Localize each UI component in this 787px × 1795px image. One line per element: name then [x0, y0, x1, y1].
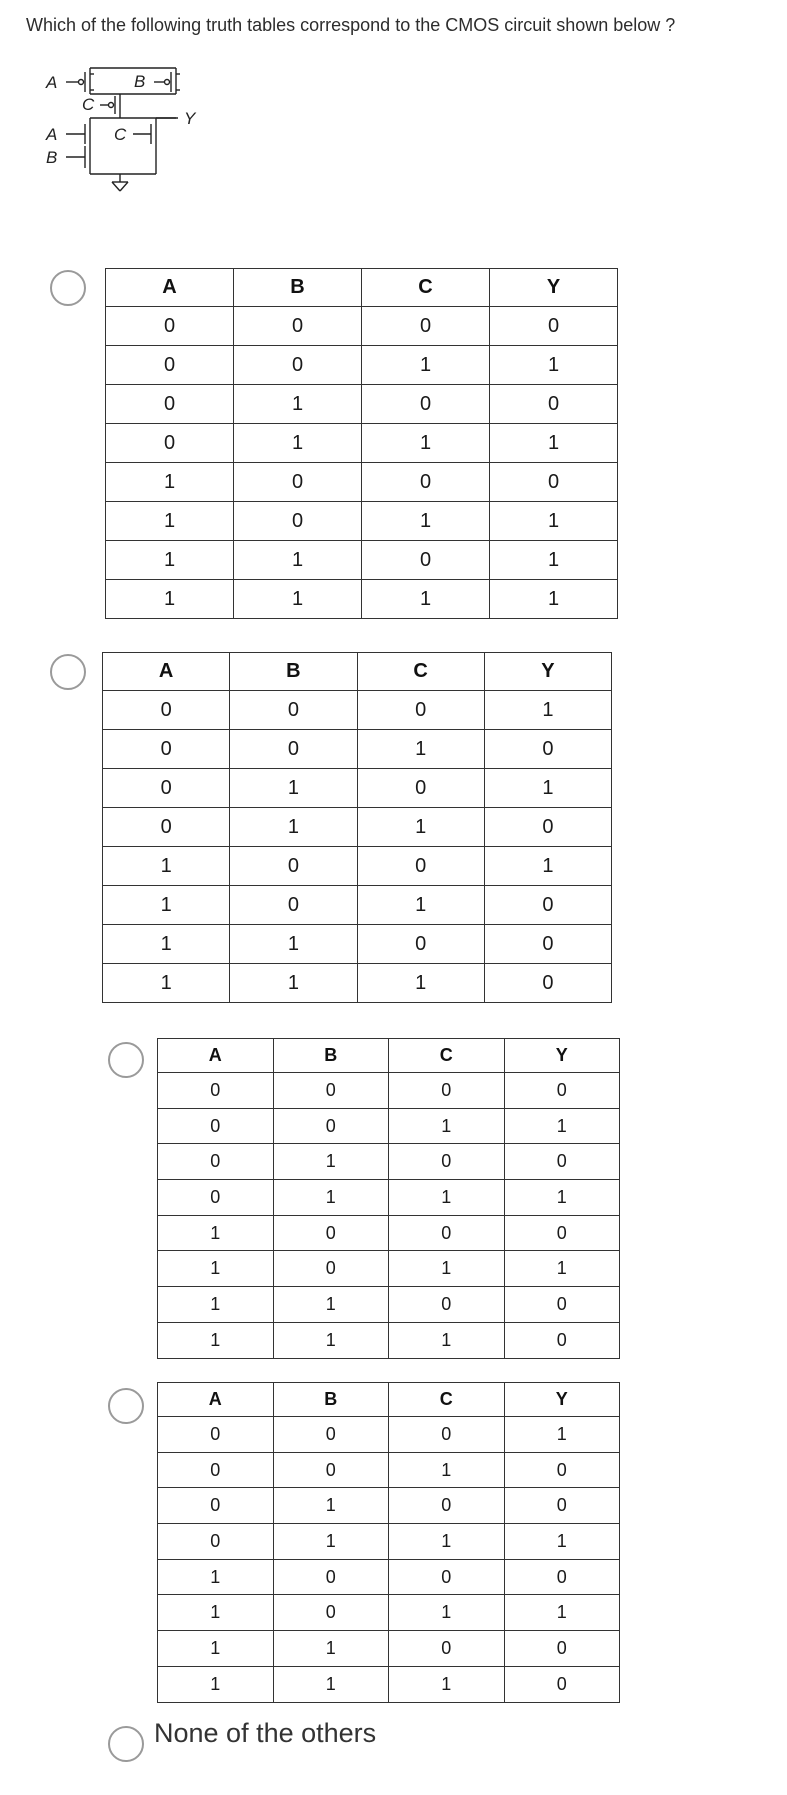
column-header-c: C: [362, 269, 490, 307]
cell-y: 0: [490, 385, 618, 424]
option-3-truth-table: [157, 1038, 620, 1359]
table-row: [158, 1524, 620, 1560]
cell-b: 1: [230, 808, 357, 847]
table-row: [158, 1452, 620, 1488]
table-row: [158, 1417, 620, 1453]
cell-b: 0: [234, 502, 362, 541]
cell-a: 1: [103, 886, 230, 925]
column-header-b: B: [234, 269, 362, 307]
cell-a: 1: [158, 1215, 274, 1251]
label-a-pmos: A: [46, 73, 58, 92]
table-row: [103, 925, 612, 964]
cell-c: 1: [389, 1452, 505, 1488]
option-2-truth-table: [102, 652, 612, 1003]
cell-a: 0: [158, 1180, 274, 1216]
cell-c: 1: [362, 424, 490, 463]
cell-c: 0: [389, 1559, 505, 1595]
table-row: [106, 307, 618, 346]
cell-b: 0: [234, 346, 362, 385]
option-1-radio[interactable]: [50, 270, 86, 306]
table-header-row: [158, 1383, 620, 1417]
option-4-radio[interactable]: [108, 1388, 144, 1424]
label-a-nmos: A: [46, 125, 58, 144]
cell-b: 0: [273, 1417, 389, 1453]
cell-a: 1: [103, 847, 230, 886]
cell-y: 0: [484, 886, 611, 925]
cell-b: 0: [273, 1215, 389, 1251]
cell-b: 1: [273, 1144, 389, 1180]
cmos-circuit-diagram: [38, 62, 228, 222]
cell-a: 0: [103, 808, 230, 847]
cell-y: 1: [490, 346, 618, 385]
label-b-pmos: B: [134, 72, 146, 91]
cell-y: 1: [490, 502, 618, 541]
cell-a: 0: [106, 385, 234, 424]
cell-a: 0: [106, 424, 234, 463]
table-row: [103, 730, 612, 769]
table-row: [103, 886, 612, 925]
table-row: [158, 1287, 620, 1323]
table-header-row: [103, 653, 612, 691]
cell-y: 0: [484, 730, 611, 769]
cell-y: 1: [490, 580, 618, 619]
cell-a: 1: [103, 964, 230, 1003]
cell-c: 0: [389, 1631, 505, 1667]
cell-b: 1: [273, 1322, 389, 1358]
cell-b: 0: [234, 463, 362, 502]
cell-y: 1: [504, 1595, 620, 1631]
table-row: [106, 424, 618, 463]
cell-c: 1: [357, 964, 484, 1003]
cell-c: 1: [389, 1251, 505, 1287]
table-row: [158, 1215, 620, 1251]
column-header-a: A: [106, 269, 234, 307]
cell-c: 1: [362, 346, 490, 385]
cell-b: 1: [234, 541, 362, 580]
label-c-pmos: C: [82, 95, 95, 114]
column-header-y: Y: [490, 269, 618, 307]
table-header-row: [158, 1039, 620, 1073]
cell-c: 1: [389, 1108, 505, 1144]
cell-c: 0: [389, 1417, 505, 1453]
cell-y: 1: [490, 424, 618, 463]
cell-y: 0: [484, 964, 611, 1003]
cell-y: 0: [504, 1559, 620, 1595]
option-1-truth-table: [105, 268, 618, 619]
cell-b: 1: [234, 385, 362, 424]
cell-y: 1: [490, 541, 618, 580]
cell-b: 1: [273, 1666, 389, 1702]
table-row: [158, 1488, 620, 1524]
cell-a: 1: [158, 1287, 274, 1323]
cell-b: 0: [230, 730, 357, 769]
cell-y: 1: [484, 847, 611, 886]
cell-a: 1: [158, 1595, 274, 1631]
cell-y: 0: [504, 1666, 620, 1702]
table-header-row: [106, 269, 618, 307]
cell-b: 1: [230, 964, 357, 1003]
cell-a: 0: [103, 691, 230, 730]
cell-c: 0: [389, 1287, 505, 1323]
table-row: [158, 1559, 620, 1595]
cell-b: 1: [273, 1488, 389, 1524]
cell-y: 0: [484, 925, 611, 964]
cell-c: 1: [389, 1180, 505, 1216]
cell-a: 1: [158, 1322, 274, 1358]
column-header-b: B: [230, 653, 357, 691]
column-header-y: Y: [504, 1383, 620, 1417]
cell-y: 1: [504, 1180, 620, 1216]
cell-a: 0: [158, 1417, 274, 1453]
cell-c: 1: [389, 1524, 505, 1560]
cell-a: 1: [106, 580, 234, 619]
cell-y: 0: [504, 1144, 620, 1180]
cell-b: 0: [273, 1452, 389, 1488]
table-row: [158, 1144, 620, 1180]
cell-c: 0: [362, 463, 490, 502]
cell-a: 1: [103, 925, 230, 964]
cell-y: 0: [504, 1073, 620, 1109]
cell-y: 0: [490, 307, 618, 346]
cell-a: 1: [106, 502, 234, 541]
cell-c: 1: [357, 808, 484, 847]
cell-c: 0: [389, 1073, 505, 1109]
table-row: [106, 463, 618, 502]
cell-b: 0: [230, 847, 357, 886]
label-c-nmos: C: [114, 125, 127, 144]
cell-c: 0: [357, 691, 484, 730]
cell-a: 0: [158, 1073, 274, 1109]
cell-y: 0: [504, 1452, 620, 1488]
cell-a: 0: [158, 1488, 274, 1524]
option-2-radio[interactable]: [50, 654, 86, 690]
cell-b: 1: [273, 1524, 389, 1560]
cell-c: 0: [389, 1144, 505, 1180]
option-none-label: None of the others: [154, 1718, 377, 1748]
table-row: [158, 1073, 620, 1109]
table-row: [103, 964, 612, 1003]
cell-c: 0: [357, 769, 484, 808]
cell-y: 0: [504, 1631, 620, 1667]
cell-c: 1: [389, 1322, 505, 1358]
table-row: [158, 1595, 620, 1631]
table-row: [103, 769, 612, 808]
table-row: [106, 541, 618, 580]
table-row: [158, 1251, 620, 1287]
table-row: [158, 1666, 620, 1702]
column-header-y: Y: [504, 1039, 620, 1073]
table-row: [106, 385, 618, 424]
cell-b: 0: [230, 886, 357, 925]
column-header-c: C: [389, 1383, 505, 1417]
question-text: Which of the following truth tables correspond to the CMOS circuit shown below ?: [26, 15, 676, 35]
cell-a: 0: [158, 1144, 274, 1180]
column-header-b: B: [273, 1039, 389, 1073]
cell-a: 1: [158, 1559, 274, 1595]
cell-y: 1: [484, 691, 611, 730]
cell-y: 0: [504, 1322, 620, 1358]
cell-a: 1: [158, 1631, 274, 1667]
column-header-a: A: [103, 653, 230, 691]
cell-c: 0: [362, 307, 490, 346]
cell-a: 1: [158, 1666, 274, 1702]
table-row: [158, 1180, 620, 1216]
cell-c: 0: [357, 925, 484, 964]
cell-a: 1: [106, 463, 234, 502]
cell-c: 1: [362, 502, 490, 541]
cell-y: 0: [504, 1287, 620, 1323]
cell-a: 1: [106, 541, 234, 580]
column-header-a: A: [158, 1039, 274, 1073]
cell-b: 0: [234, 307, 362, 346]
cell-a: 0: [103, 730, 230, 769]
cell-c: 1: [362, 580, 490, 619]
cell-b: 1: [273, 1631, 389, 1667]
table-row: [106, 580, 618, 619]
column-header-c: C: [357, 653, 484, 691]
option-4-truth-table: [157, 1382, 620, 1703]
cell-c: 0: [389, 1488, 505, 1524]
cell-a: 0: [106, 346, 234, 385]
cell-y: 1: [504, 1108, 620, 1144]
cell-y: 0: [490, 463, 618, 502]
label-b-nmos: B: [46, 148, 58, 167]
column-header-c: C: [389, 1039, 505, 1073]
table-row: [103, 691, 612, 730]
cell-b: 1: [273, 1180, 389, 1216]
cell-c: 1: [389, 1666, 505, 1702]
option-none-radio[interactable]: [108, 1726, 144, 1762]
column-header-b: B: [273, 1383, 389, 1417]
cell-b: 1: [234, 424, 362, 463]
label-y-output: Y: [184, 109, 196, 128]
cell-b: 0: [273, 1595, 389, 1631]
cell-b: 0: [230, 691, 357, 730]
cell-y: 1: [484, 769, 611, 808]
table-row: [158, 1322, 620, 1358]
table-row: [103, 808, 612, 847]
cell-a: 0: [158, 1524, 274, 1560]
cell-b: 0: [273, 1251, 389, 1287]
cell-a: 0: [106, 307, 234, 346]
table-row: [106, 502, 618, 541]
cell-b: 1: [273, 1287, 389, 1323]
cell-b: 1: [230, 769, 357, 808]
cell-c: 0: [362, 385, 490, 424]
cell-y: 1: [504, 1251, 620, 1287]
cell-y: 0: [504, 1215, 620, 1251]
cell-c: 0: [362, 541, 490, 580]
cell-b: 0: [273, 1073, 389, 1109]
cell-c: 1: [357, 730, 484, 769]
cell-c: 0: [357, 847, 484, 886]
cell-a: 0: [158, 1108, 274, 1144]
cell-a: 0: [103, 769, 230, 808]
table-row: [158, 1631, 620, 1667]
cell-b: 0: [273, 1108, 389, 1144]
cell-y: 0: [484, 808, 611, 847]
cell-a: 1: [158, 1251, 274, 1287]
option-3-radio[interactable]: [108, 1042, 144, 1078]
cell-y: 0: [504, 1488, 620, 1524]
cell-y: 1: [504, 1417, 620, 1453]
cell-b: 1: [234, 580, 362, 619]
table-row: [103, 847, 612, 886]
cell-b: 1: [230, 925, 357, 964]
column-header-a: A: [158, 1383, 274, 1417]
cell-c: 0: [389, 1215, 505, 1251]
column-header-y: Y: [484, 653, 611, 691]
cell-y: 1: [504, 1524, 620, 1560]
cell-a: 0: [158, 1452, 274, 1488]
table-row: [158, 1108, 620, 1144]
cell-b: 0: [273, 1559, 389, 1595]
cell-c: 1: [389, 1595, 505, 1631]
table-row: [106, 346, 618, 385]
cell-c: 1: [357, 886, 484, 925]
